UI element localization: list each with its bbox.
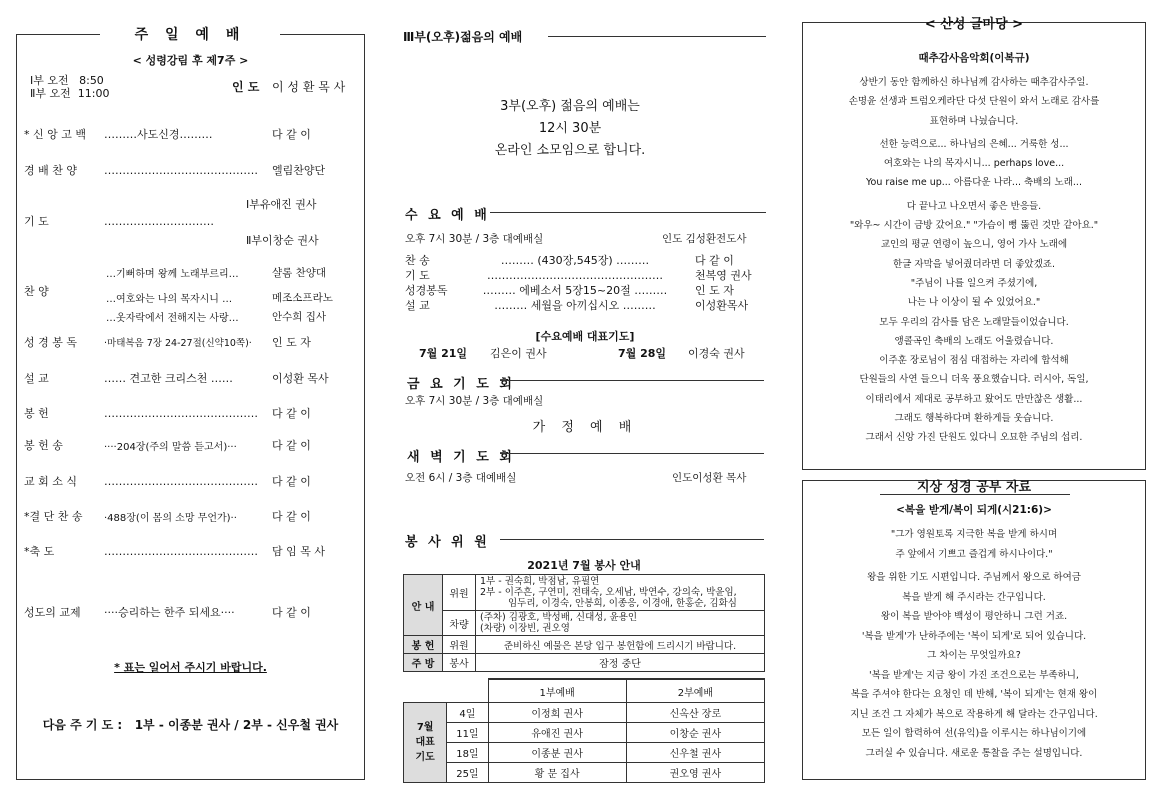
sunday-title: 주 일 예 배	[134, 27, 246, 43]
wed-row	[405, 267, 765, 283]
order-label: 경 배 찬 양	[24, 164, 77, 177]
wed-rule	[490, 212, 766, 213]
order-end: 다 같 이	[272, 475, 311, 488]
leader-name: 이 성 환 목 사	[272, 80, 346, 94]
study-line: 그러실 수 있습니다. 새로운 통찰을 주는 설명입니다.	[865, 747, 1083, 759]
evening-rule	[548, 36, 766, 37]
table-row	[404, 611, 765, 636]
order-middle: ····204장(주의 말씀 듣고서)···	[104, 441, 237, 453]
poem-line: 그래도 행복하다며 환하게들 웃습니다.	[894, 413, 1054, 425]
order-label: *결 단 찬 송	[24, 510, 83, 523]
wed-end: 이성환목사	[695, 299, 749, 312]
order-label: 설 교	[24, 372, 49, 385]
guide-cell: 안 내	[404, 575, 443, 636]
poem-line: 나는 나 이상이 될 수 있었어요."	[907, 297, 1041, 309]
study-title-rule	[880, 494, 1070, 495]
leader-label: 인 도	[232, 80, 260, 94]
serve-rule	[500, 539, 764, 540]
standing-note: * 표는 일어서 주시기 바랍니다.	[114, 661, 267, 674]
blank-cell	[404, 679, 489, 703]
order-end: 이성환 목사	[272, 372, 329, 385]
order-label: 교 회 소 식	[24, 475, 77, 488]
wed-middle: ……… (430장,545장) ………	[500, 254, 650, 267]
order-label: 기 도	[24, 215, 49, 228]
offer-cell: 봉 헌	[404, 636, 443, 654]
order-label: 봉 헌	[24, 407, 49, 420]
study-line: "그가 영원토록 지극한 복을 받게 하시며	[890, 529, 1058, 540]
order-label: *축 도	[24, 545, 55, 558]
order-label: 봉 헌 송	[24, 439, 63, 452]
poem-line: 이주훈 장로님이 점심 대접하는 자리에 합석해	[879, 355, 1069, 367]
wed-prayer-date-1: 7월 21일	[419, 347, 468, 360]
poem-line: "와우~ 시간이 금방 갔어요." "가슴이 뻥 뚫린 것만 같아요."	[849, 220, 1099, 232]
table-row	[404, 575, 765, 611]
order-middle: ……………………………………	[104, 163, 258, 177]
wed-leader: 인도 김성환전도사	[662, 233, 747, 245]
poem-line: 표현하며 나눴습니다.	[929, 115, 1019, 127]
wed-end: 다 같 이	[695, 254, 734, 267]
poem-line: 다 끝나고 나오면서 좋은 반응들.	[906, 200, 1042, 212]
prayer-2nd: 신우철 권사	[626, 743, 764, 763]
poem-title: < 산성 글마당 >	[924, 17, 1024, 32]
member-list-cell	[476, 575, 765, 611]
study-line: 복을 주셔야 한다는 요청인 데 반해, '복이 되게'는 현재 왕이	[850, 689, 1098, 700]
song-2-by: 메조소프라노	[272, 292, 333, 304]
offer-sub-cell: 위원	[443, 636, 476, 654]
sunday-title-bg	[100, 24, 280, 44]
study-line: '복을 받게'가 난하주에는 '복이 되게'로 되어 있습니다.	[861, 630, 1087, 642]
poem-line: 단원들의 사연 들으니 더욱 풍요했습니다. 러시아, 독일,	[859, 374, 1089, 386]
order-end: 엘림찬양단	[272, 164, 326, 177]
prayer-2: Ⅱ부이창순 권사	[246, 234, 319, 247]
study-line: 복을 받게 해 주시라는 간구입니다.	[902, 591, 1046, 603]
serve-subtitle: 2021년 7월 봉사 안내	[527, 559, 641, 572]
order-label: 찬 양	[24, 285, 49, 298]
fri-time: 오후 7시 30분 / 3층 대예배실	[405, 395, 544, 407]
wed-prayer-name-2: 이경숙 권사	[688, 347, 745, 360]
order-end: 다 같 이	[272, 510, 311, 523]
order-end: 다 같 이	[272, 407, 311, 420]
order-row	[24, 213, 354, 229]
order-middle: …………………………	[104, 214, 214, 228]
song-2-title: …여호와는 나의 목자시니 …	[106, 294, 233, 305]
wed-end: 인 도 자	[695, 284, 734, 297]
evening-line: 3부(오후) 젊음의 예배는	[500, 99, 640, 114]
wed-middle: …………………………………………	[487, 268, 663, 282]
order-label: 성도의 교제	[24, 606, 81, 619]
poem-line: You raise me up... 아름다운 나라... 축배의 노래...	[866, 177, 1082, 189]
poem-line: 한글 자막을 넣어줬더라면 더 좋았겠죠.	[893, 258, 1055, 270]
member-line: 임두리, 이경숙, 안봉희, 이종응, 이경애, 한홍순, 김화심	[508, 598, 737, 609]
prayer-date: 4일	[447, 703, 488, 723]
car-line: (차량) 이장빈, 권오영	[480, 623, 570, 634]
prayer-2nd: 이창순 권사	[626, 723, 764, 743]
prayer-1st: 황 문 집사	[488, 763, 626, 783]
wed-row	[405, 252, 765, 268]
evening-line: 온라인 소모임으로 합니다.	[494, 143, 646, 158]
song-1-title: …기뻐하며 왕께 노래부르리…	[106, 269, 239, 280]
member-line: 2부 - 이주흔, 구연미, 전태숙, 오세남, 박연수, 강의숙, 박윤임,	[480, 587, 737, 598]
poem-line: 모두 우리의 감사를 담은 노래말들이었습니다.	[879, 316, 1069, 328]
order-middle: ……………………………………	[104, 406, 258, 420]
order-row	[24, 334, 354, 350]
poem-line: 그래서 신앙 가진 단원도 있다니 오묘한 주님의 섭리.	[865, 432, 1083, 444]
fri-title: 금 요 기 도 회	[407, 377, 515, 392]
order-row	[24, 604, 354, 620]
dawn-time: 오전 6시 / 3층 대예배실	[405, 472, 517, 484]
wed-label: 성경봉독	[405, 284, 448, 297]
table-row	[404, 654, 765, 672]
dawn-rule	[500, 453, 764, 454]
study-line: 왕이 복을 받아야 백성이 평안하니 그런 거죠.	[880, 611, 1068, 622]
prayer-date: 11일	[447, 723, 488, 743]
table-row	[404, 679, 765, 703]
wed-row	[405, 282, 765, 298]
wed-time: 오후 7시 30분 / 3층 대예배실	[405, 233, 544, 245]
poem-line: 손명윤 선생과 트럼오케라단 다섯 단원이 와서 노래로 감사를	[848, 96, 1100, 108]
order-row	[24, 126, 354, 142]
order-end: 다 같 이	[272, 439, 311, 452]
poem-line: "주님이 나를 일으켜 주셨기에,	[910, 277, 1038, 289]
poem-line: 상반기 동안 함께하신 하나님께 감사하는 때추감사주일.	[859, 77, 1089, 88]
member-line: 1부 - 권숙희, 박점남, 유필연	[480, 576, 600, 587]
wed-middle: ……… 세월을 아끼십시오 ………	[494, 299, 656, 312]
poem-subtitle: 때추감사음악회(이복규)	[918, 52, 1030, 64]
poem-line: 이태리에서 제대로 공부하고 왔어도 만만찮은 생활...	[865, 393, 1083, 405]
table-row	[404, 703, 765, 723]
order-row	[24, 405, 354, 421]
poem-line: 교인의 평균 연령이 높으니, 영어 가사 노래에	[880, 239, 1068, 251]
study-title: 지상 성경 공부 자료	[916, 480, 1032, 495]
order-end: 다 같 이	[272, 606, 311, 619]
kitchen-text-cell: 잠정 중단	[476, 654, 765, 672]
wed-end: 천복영 권사	[695, 269, 752, 282]
poem-line: 선한 능력으로... 하나님의 은혜... 거룩한 성...	[879, 138, 1069, 150]
study-line: 왕을 위한 기도 시편입니다. 주님께서 왕으로 하여금	[867, 572, 1081, 583]
order-middle: …… 견고한 크리스천 ……	[104, 372, 233, 385]
study-body	[806, 525, 1142, 763]
prayer-1st: 유애진 권사	[488, 723, 626, 743]
next-week-prayer: 다음 주 기 도 : 1부 - 이종분 권사 / 2부 - 신우철 권사	[42, 718, 339, 732]
song-3-by: 안수희 집사	[272, 311, 327, 323]
prayer-2nd: 권오영 권사	[626, 763, 764, 783]
wed-label: 설 교	[405, 299, 430, 312]
study-line: 그 차이는 무엇일까요?	[927, 650, 1021, 661]
wed-prayer-title: [수요예배 대표기도]	[535, 330, 635, 343]
prayer-date: 18일	[447, 743, 488, 763]
study-subtitle: <복을 받게/복이 되게(시21:6)>	[896, 504, 1052, 516]
dawn-title: 새 벽 기 도 회	[407, 450, 515, 465]
study-line: 주 앞에서 기쁘고 즐겁게 하시나이다."	[895, 548, 1053, 560]
table-row	[404, 763, 765, 783]
car-cell: 차량	[443, 611, 476, 636]
prayer-side: 7월 대표 기도	[404, 703, 447, 783]
poem-body	[806, 73, 1142, 448]
poem-line: 여호와는 나의 목자시니... perhaps love...	[883, 158, 1065, 170]
order-row	[24, 437, 354, 453]
order-row	[24, 370, 354, 386]
table-row	[404, 743, 765, 763]
serve-table	[403, 574, 765, 672]
study-line: 모든 일이 합력하여 선(유익)을 이루시는 하나님이기에	[861, 728, 1087, 739]
offer-text-cell: 준비하신 예물은 본당 입구 봉헌함에 드리시기 바랍니다.	[476, 636, 765, 654]
order-middle: ·488장(이 몸의 소망 무언가)··	[104, 512, 237, 524]
order-label: * 신 앙 고 백	[24, 128, 86, 141]
time-1: Ⅰ부 오전 8:50	[30, 74, 104, 87]
song-1-by: 샬롬 찬양대	[272, 267, 327, 279]
prayer-1: Ⅰ부유애진 권사	[246, 198, 317, 211]
prayer-1st: 이종분 권사	[488, 743, 626, 763]
wed-label: 기 도	[405, 269, 430, 282]
order-row	[24, 508, 354, 524]
wed-title: 수 요 예 배	[405, 208, 490, 223]
prayer-1st: 이정희 권사	[488, 703, 626, 723]
sunday-subtitle: < 성령강림 후 제7주 >	[132, 54, 249, 67]
table-row	[404, 723, 765, 743]
dawn-leader: 인도이성환 목사	[672, 472, 747, 484]
wed-prayer-name-1: 김은이 권사	[490, 347, 547, 360]
order-label: 성 경 봉 독	[24, 336, 77, 349]
prayer-head-2: 2부예배	[626, 679, 764, 703]
study-line: 지닌 조건 그 자체가 복으로 작용하게 해 달라는 간구입니다.	[850, 708, 1098, 720]
order-end: 인 도 자	[272, 336, 311, 349]
order-middle: ·마태복음 7장 24-27절(신약10쪽)·	[104, 338, 252, 349]
prayer-2nd: 신옥산 장로	[626, 703, 764, 723]
evening-title: Ⅲ부(오후)젊음의 예배	[403, 30, 523, 44]
prayer-date: 25일	[447, 763, 488, 783]
order-end: 담 임 목 사	[272, 545, 325, 558]
order-middle: ……………………………………	[104, 544, 258, 558]
order-end: 다 같 이	[272, 128, 311, 141]
order-middle: ………사도신경………	[104, 128, 213, 141]
wed-label: 찬 송	[405, 254, 430, 267]
fri-note: 가 정 예 배	[532, 420, 638, 435]
evening-line: 12시 30분	[538, 121, 602, 136]
wed-middle: ……… 에베소서 5장15~20절 ………	[482, 284, 668, 297]
wed-row	[405, 297, 765, 313]
fri-rule	[500, 380, 764, 381]
prayer-table	[403, 678, 765, 783]
order-row	[24, 162, 354, 178]
time-2: Ⅱ부 오전 11:00	[30, 87, 110, 100]
order-middle: ····승리하는 한주 되세요····	[104, 606, 235, 619]
poem-line: 앵콜곡인 축배의 노래도 어울렸습니다.	[894, 335, 1054, 347]
order-row	[24, 283, 114, 299]
table-row	[404, 636, 765, 654]
order-row	[24, 473, 354, 489]
car-line: (주차) 김광호, 박성배, 신대성, 윤용인	[480, 612, 638, 623]
prayer-head-1: 1부예배	[488, 679, 626, 703]
study-line: '복을 받게'는 지금 왕이 가진 조건으로는 부족하니,	[869, 669, 1079, 681]
kitchen-cell: 주 방	[404, 654, 443, 672]
song-3-title: …옷자락에서 전해지는 사랑…	[106, 313, 239, 324]
member-cell: 위원	[443, 575, 476, 611]
order-row	[24, 543, 354, 559]
evening-notice	[430, 96, 710, 162]
car-list-cell	[476, 611, 765, 636]
serve-title: 봉 사 위 원	[405, 535, 490, 550]
order-middle: ……………………………………	[104, 474, 258, 488]
wed-prayer-date-2: 7월 28일	[618, 347, 667, 360]
kitchen-sub-cell: 봉사	[443, 654, 476, 672]
